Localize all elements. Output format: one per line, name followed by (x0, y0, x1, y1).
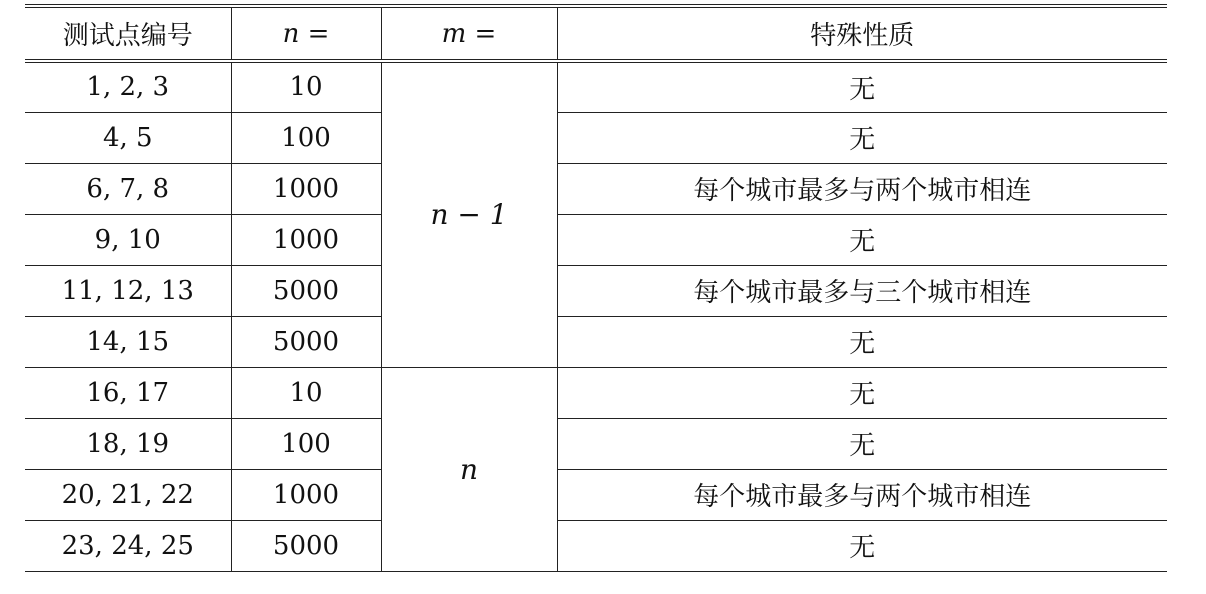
cell-test-ids: 20, 21, 22 (25, 469, 231, 520)
table-row (25, 112, 1167, 163)
cell-property: 每个城市最多与两个城市相连 (557, 469, 1167, 520)
cell-test-ids: 4, 5 (25, 112, 231, 163)
constraints-table (25, 4, 1167, 572)
header-m: m = (381, 6, 557, 61)
cell-property: 无 (557, 61, 1167, 112)
cell-property: 每个城市最多与三个城市相连 (557, 265, 1167, 316)
cell-n: 100 (231, 418, 381, 469)
cell-property: 无 (557, 418, 1167, 469)
header-row (25, 6, 1167, 61)
table-row (25, 469, 1167, 520)
header-n: n = (231, 6, 381, 61)
cell-n: 1000 (231, 214, 381, 265)
cell-property: 每个城市最多与两个城市相连 (557, 163, 1167, 214)
cell-n: 10 (231, 61, 381, 112)
cell-n: 10 (231, 367, 381, 418)
table-row (25, 316, 1167, 367)
table-row (25, 265, 1167, 316)
table-row (25, 61, 1167, 112)
table-row (25, 520, 1167, 571)
cell-property: 无 (557, 316, 1167, 367)
cell-test-ids: 18, 19 (25, 418, 231, 469)
cell-test-ids: 16, 17 (25, 367, 231, 418)
cell-m-group-2: n (381, 367, 557, 571)
cell-test-ids: 9, 10 (25, 214, 231, 265)
cell-test-ids: 23, 24, 25 (25, 520, 231, 571)
cell-n: 1000 (231, 469, 381, 520)
header-test-id: 测试点编号 (25, 6, 231, 61)
cell-test-ids: 14, 15 (25, 316, 231, 367)
table-row (25, 163, 1167, 214)
constraints-table-container (25, 4, 1167, 572)
cell-property: 无 (557, 520, 1167, 571)
cell-m-group-1: n − 1 (381, 61, 557, 367)
cell-n: 100 (231, 112, 381, 163)
table-row (25, 418, 1167, 469)
cell-test-ids: 6, 7, 8 (25, 163, 231, 214)
header-special-property: 特殊性质 (557, 6, 1167, 61)
cell-n: 5000 (231, 265, 381, 316)
cell-test-ids: 11, 12, 13 (25, 265, 231, 316)
table-row (25, 214, 1167, 265)
cell-n: 5000 (231, 520, 381, 571)
cell-property: 无 (557, 112, 1167, 163)
cell-test-ids: 1, 2, 3 (25, 61, 231, 112)
cell-property: 无 (557, 214, 1167, 265)
cell-n: 1000 (231, 163, 381, 214)
cell-n: 5000 (231, 316, 381, 367)
cell-property: 无 (557, 367, 1167, 418)
table-row (25, 367, 1167, 418)
